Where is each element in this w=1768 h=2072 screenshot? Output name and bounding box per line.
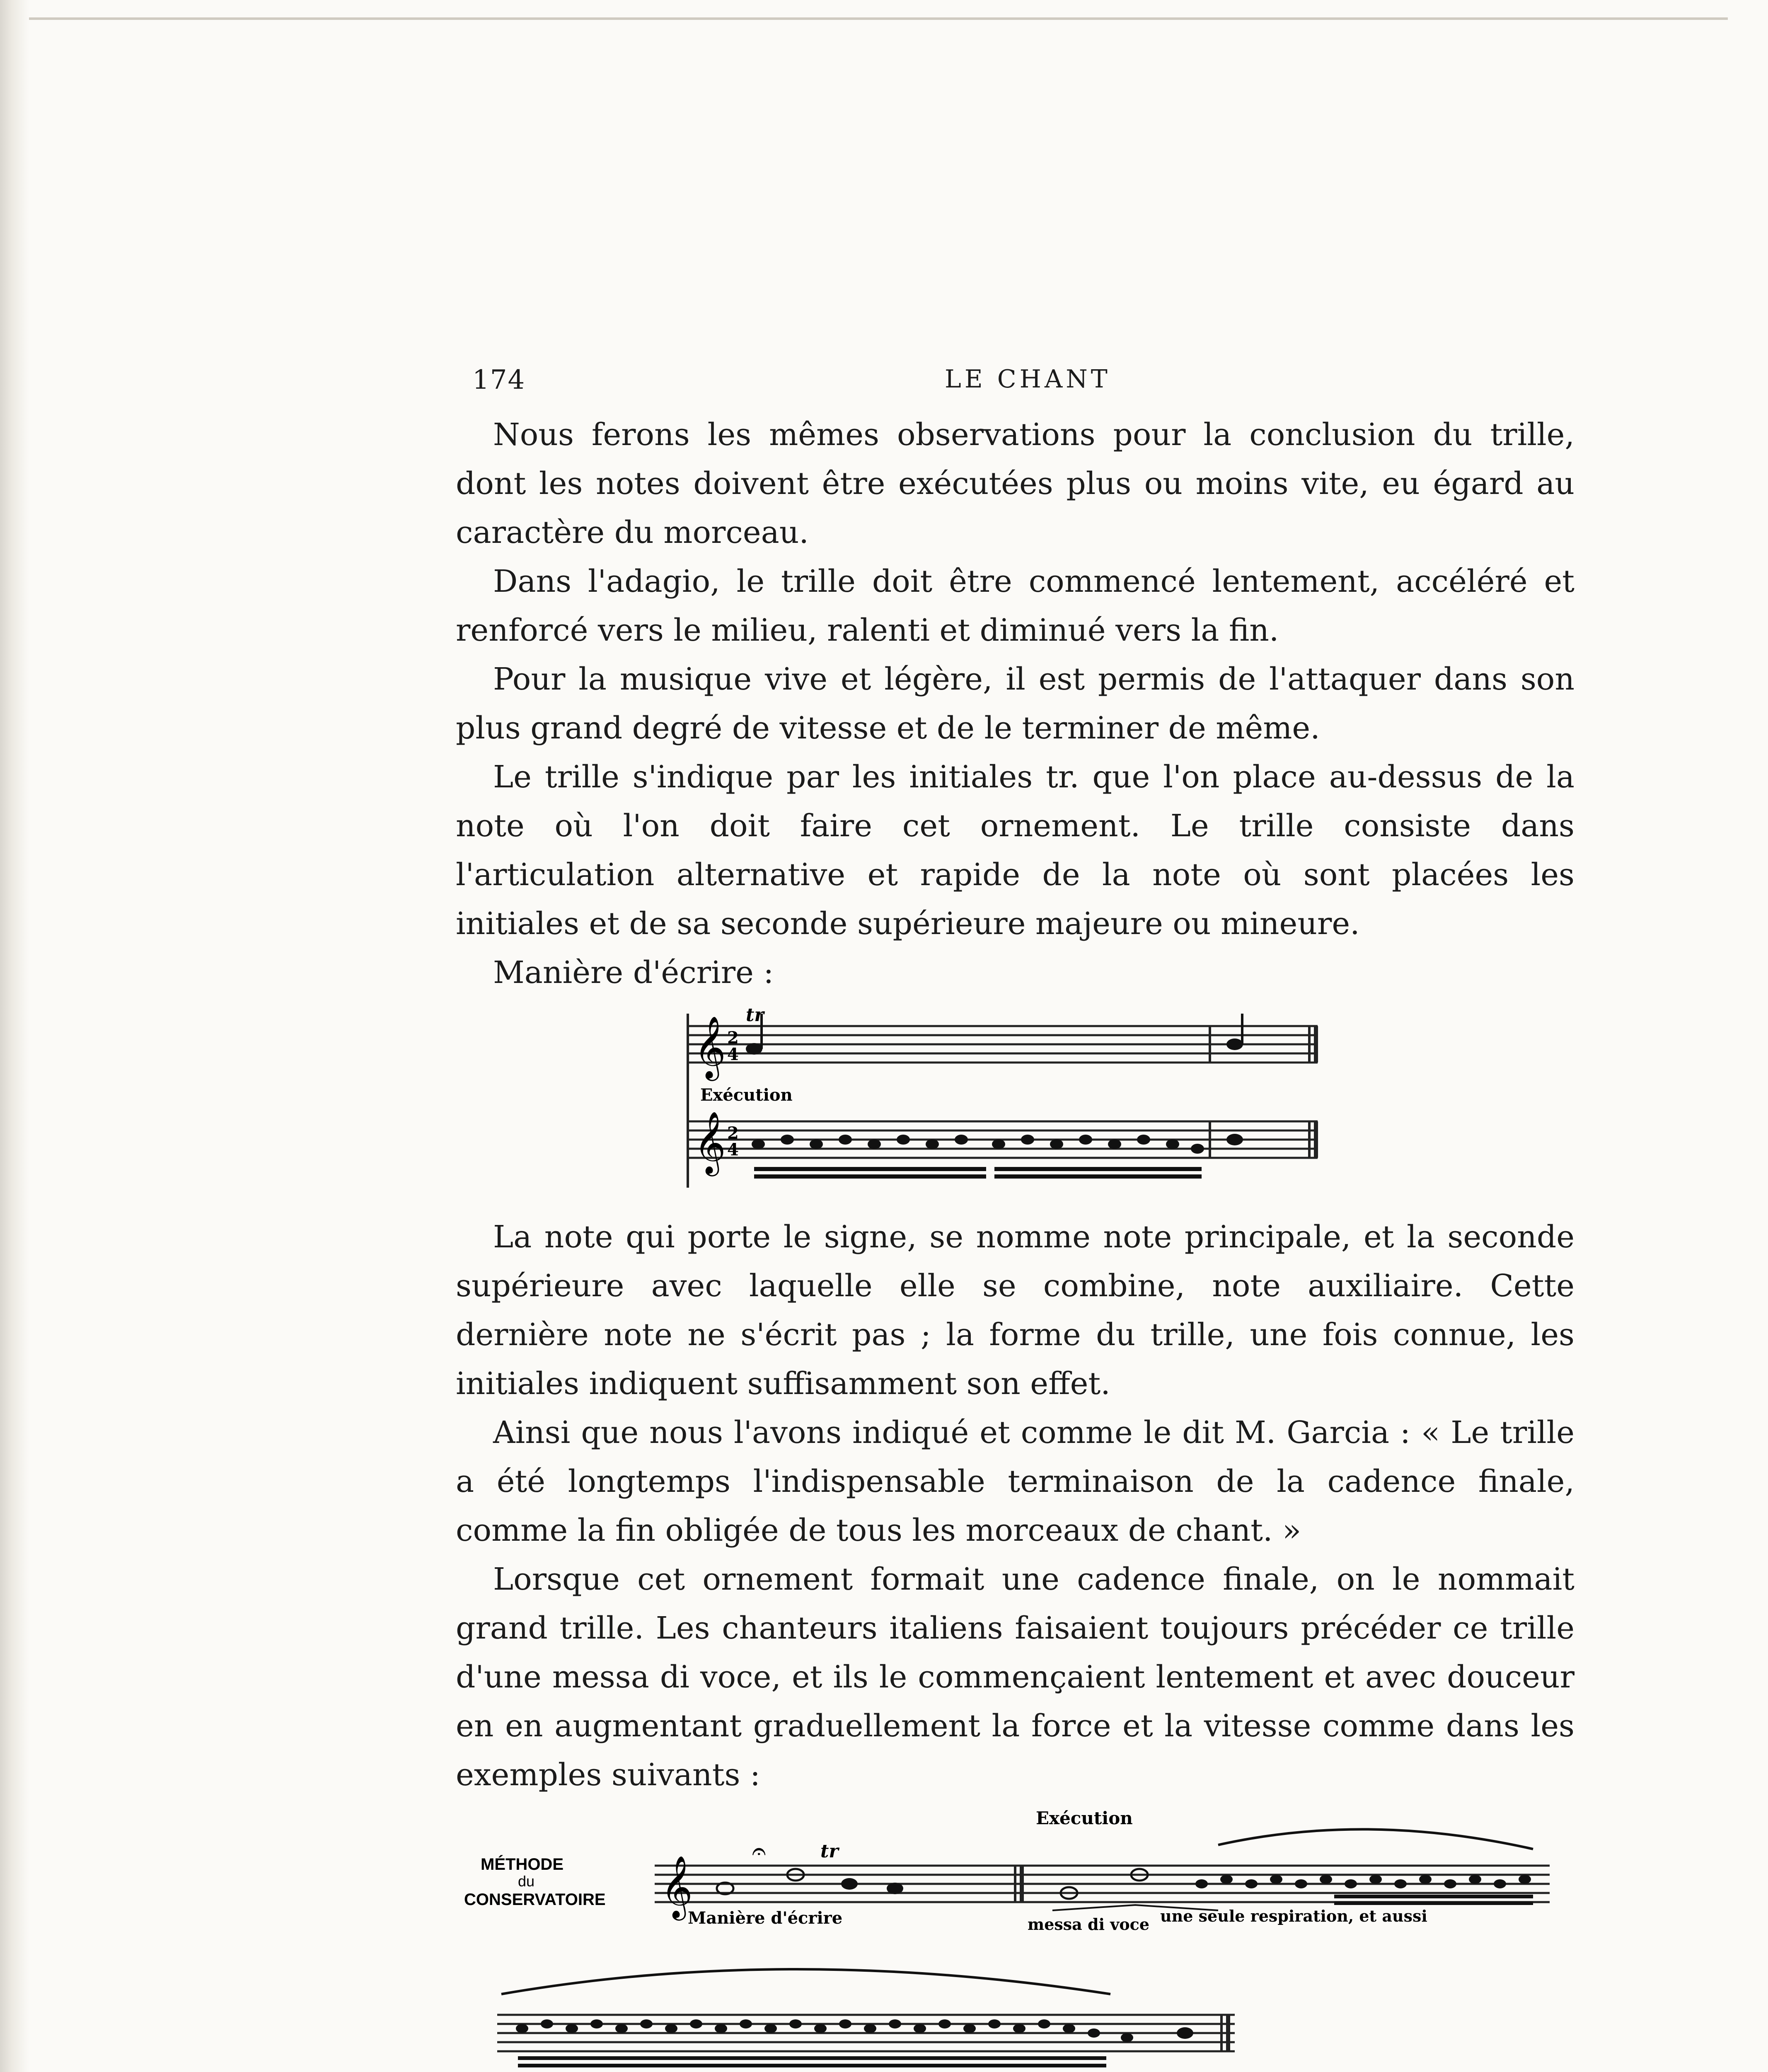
note-head [746,1043,762,1055]
paragraph-indication: Le trille s'indique par les initiales tr. que l'on place au-dessus de la note où l'on doit faire cet ornement. Le trille consiste dans l'articulation alternative et rapide de la note où sont placées les initiales et de sa seconde supérieure majeure ou mineure. [456,759,1575,942]
beam [1334,1901,1533,1905]
time-signature-lower: 4 [727,1140,739,1159]
note-head [1226,1038,1243,1050]
execution-label: Exécution [700,1085,793,1105]
paragraph-note-principale: La note qui porte le signe, se nomme note principale, et la seconde supérieure avec laquelle elle se combine, note auxiliaire. Cette dernière note ne s'écrit pas ; la forme du trille, une fois connue, les initiales indiquent suffisamment son effet. [456,1219,1575,1402]
paragraph-vive: Pour la musique vive et légère, il est permis de l'attaquer dans son plus grand degré de vitesse et de le terminer de même. [456,661,1575,746]
trill-mark: tr [820,1841,839,1862]
staff-line-2 [497,2015,1235,2051]
treble-clef-icon: 𝄞 [694,1111,726,1174]
executed-noteheads [516,2019,1193,2042]
executed-noteheads [752,1134,1243,1154]
executed-noteheads [1195,1875,1531,1888]
source-label: du [518,1873,535,1890]
slur-arc [501,1969,1110,1994]
source-label: CONSERVATOIRE [464,1890,606,1909]
slur-arc [1218,1829,1533,1849]
time-signature: 2 [727,1028,739,1048]
source-label: MÉTHODE [481,1855,564,1874]
beam [518,2064,1106,2067]
page-number: 174 [472,365,526,395]
beam [518,2056,1106,2060]
page-header [456,365,1575,410]
paragraph-garcia: Ainsi que nous l'avons indiqué et comme le dit M. Garcia : « Le trille a été longtemps l'indispensable terminaison de la cadence finale, comme la fin obligée de tous les morceaux de chant. » [456,1415,1575,1548]
paragraph-conclusion: Nous ferons les mêmes observations pour la conclusion du trille, dont les notes doivent être exécutées plus ou moins vite, eu égard au caractère du morceau. [456,417,1575,550]
treble-clef-icon: 𝄞 [661,1855,693,1918]
time-signature: 2 [727,1123,739,1143]
time-signature-lower: 4 [727,1045,739,1064]
top-rule [29,17,1728,20]
fermata-icon: 𝄐 [752,1837,766,1866]
beam [1334,1895,1533,1898]
running-title: LE CHANT [945,365,1111,394]
paragraph-adagio: Dans l'adagio, le trille doit être commencé lentement, accéléré et renforcé vers le milieu, ralenti et diminué vers la fin. [456,564,1575,648]
paragraph-grand-trille: Lorsque cet ornement formait une cadence finale, on le nommait grand trille. Les chanteurs italiens faisaient toujours précéder ce trille d'une messa di voce, et ils le commençaient lentement et avec douceur en en augmentant graduellement la force et la vitesse comme dans les exemples suivants : [456,1561,1575,1793]
trill-mark: tr [746,1005,764,1026]
label-write: Manière d'écrire [688,1908,843,1928]
scan-edge [0,0,29,2072]
treble-clef-icon: 𝄞 [694,1015,726,1078]
music-example-2 [456,1799,1575,2072]
trill-notes-executed [754,1167,1202,1179]
label-messa: messa di voce [1028,1915,1149,1934]
music-example-1 [456,997,1575,1213]
note-head [887,1883,903,1894]
note-head [841,1878,858,1890]
book-page [456,365,1575,2072]
example1-label: Manière d'écrire : [493,955,774,990]
label-breath: une seule respiration, et aussi [1160,1907,1427,1925]
execution-label: Exécution [1036,1808,1133,1828]
